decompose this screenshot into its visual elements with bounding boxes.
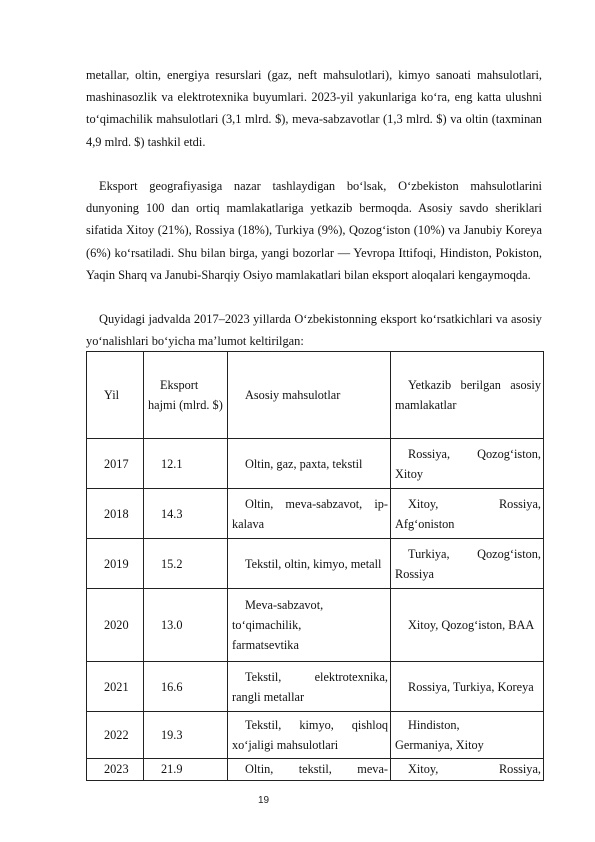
cell-volume: 12.1	[144, 439, 228, 489]
table-row	[87, 489, 544, 539]
paragraph-export-products	[86, 64, 542, 153]
paragraph-text: Eksport geografiyasiga nazar tashlaydigan bo‘lsak, O‘zbekiston mahsulotlarini dunyoning 100 dan ortiq mamlakatlariga yetkazib bermoqda. Asosiy savdo sheriklari sifatida Xitoy (21%), Rossiya (18%), Turkiya (9%), Qozog‘iston (10%) va Janubiy Koreya (6%) ko‘rsatiladi. Shu bilan birga, yangi bozorlar — Yevropa Ittifoqi, Hindiston, Pokiston, Yaqin Sharq va Janubi-Sharqiy Osiyo mamlakatlari bilan eksport aloqalari kengaymoqda.	[86, 179, 542, 282]
cell-products: Oltin, gaz, paxta, tekstil	[228, 439, 391, 489]
page-number: 19	[258, 795, 270, 806]
cell-countries: Hindiston, Germaniya, Xitoy	[391, 712, 544, 759]
cell-volume: 19.3	[144, 712, 228, 759]
paragraph-text: Quyidagi jadvalda 2017–2023 yillarda O‘zbekistonning eksport ko‘rsatkichlari va asosiy yo‘nalishlari bo‘yicha ma’lumot keltirilgan:	[86, 312, 542, 349]
cell-countries: Xitoy, Rossiya,	[391, 759, 544, 781]
cell-products: Tekstil, kimyo, qishloq xo‘jaligi mahsulotlari	[228, 712, 391, 759]
table-row	[87, 759, 544, 781]
cell-countries: Turkiya, Qozog‘iston, Rossiya	[391, 539, 544, 589]
cell-year: 2018	[87, 489, 144, 539]
paragraph-table-intro	[86, 308, 542, 352]
header-volume: Eksport hajmi (mlrd. $)	[144, 352, 228, 439]
cell-year: 2017	[87, 439, 144, 489]
cell-products: Oltin, tekstil, meva-	[228, 759, 391, 781]
cell-countries: Rossiya, Qozog‘iston, Xitoy	[391, 439, 544, 489]
table-row	[87, 539, 544, 589]
paragraph-export-geography	[86, 175, 542, 286]
cell-products: Tekstil, elektrotexnika, rangli metallar	[228, 662, 391, 712]
table-header-row	[87, 352, 544, 439]
table-row	[87, 712, 544, 759]
header-year: Yil	[87, 352, 144, 439]
cell-volume: 13.0	[144, 589, 228, 662]
cell-year: 2021	[87, 662, 144, 712]
cell-volume: 16.6	[144, 662, 228, 712]
cell-countries: Rossiya, Turkiya, Koreya	[391, 662, 544, 712]
cell-year: 2023	[87, 759, 144, 781]
cell-products: Meva-sabzavot, to‘qimachilik, farmatsevtika	[228, 589, 391, 662]
cell-year: 2022	[87, 712, 144, 759]
cell-year: 2019	[87, 539, 144, 589]
header-products: Asosiy mahsulotlar	[228, 352, 391, 439]
cell-products: Oltin, meva-sabzavot, ip-kalava	[228, 489, 391, 539]
paragraph-text: metallar, oltin, energiya resurslari (gaz, neft mahsulotlari), kimyo sanoati mahsulotlari, mashinasozlik va elektrotexnika buyumlari. 2023-yil yakunlariga ko‘ra, eng katta ulushni to‘qimachilik mahsulotlari (3,1 mlrd. $), meva-sabzavotlar (1,3 mlrd. $) va oltin (taxminan 4,9 mlrd. $) tashkil etdi.	[86, 68, 542, 149]
table-row	[87, 589, 544, 662]
cell-volume: 15.2	[144, 539, 228, 589]
export-table	[86, 351, 544, 781]
cell-products: Tekstil, oltin, kimyo, metall	[228, 539, 391, 589]
cell-countries: Xitoy, Rossiya, Afg‘oniston	[391, 489, 544, 539]
cell-countries: Xitoy, Qozog‘iston, BAA	[391, 589, 544, 662]
header-countries: Yetkazib berilgan asosiy mamlakatlar	[391, 352, 544, 439]
table-row	[87, 439, 544, 489]
cell-volume: 21.9	[144, 759, 228, 781]
cell-volume: 14.3	[144, 489, 228, 539]
table-row	[87, 662, 544, 712]
cell-year: 2020	[87, 589, 144, 662]
